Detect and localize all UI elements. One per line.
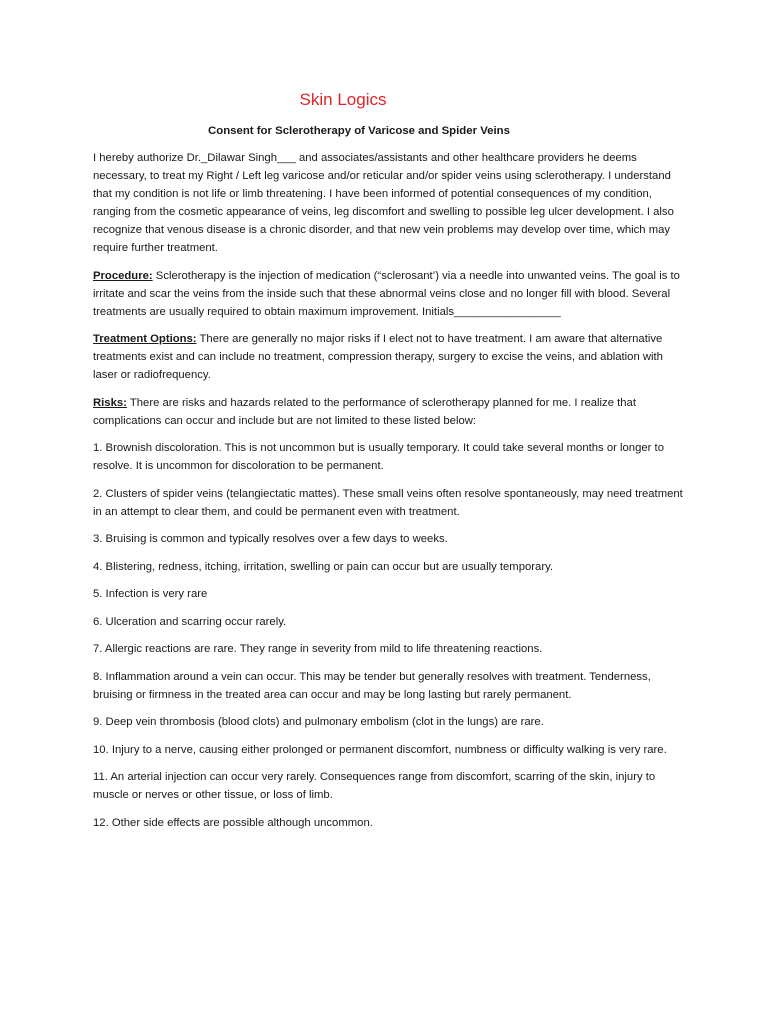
procedure-label: Procedure: [93, 269, 153, 282]
risk-item: 7. Allergic reactions are rare. They range in severity from mild to life threatening reactions. [93, 643, 543, 655]
risk-item: 4. Blistering, redness, itching, irritation, swelling or pain can occur but are usually temporary. [93, 560, 554, 573]
procedure-paragraph [93, 267, 688, 321]
risk-item: 3. Bruising is common and typically resolves over a few days to weeks. [93, 533, 448, 545]
risk-item: 11. An arterial injection can occur very rarely. Consequences range from discomfort, scarring of the skin, injury to muscle or nerves or other tissue, or loss of limb. [93, 771, 656, 801]
risk-item: 8. Inflammation around a vein can occur. This may be tender but generally resolves with treatment. Tenderness, bruising or firmness in the treated area can occur and may be long lasting but rarely permanent. [93, 670, 651, 701]
intro-paragraph: I hereby authorize Dr._Dilawar Singh___ and associates/assistants and other healthcare providers he deems necessary, to treat my Right / Left leg varicose and/or reticular and/or spider veins using sclerotherapy. I understand that my condition is not life or limb threatening. I have been informed of potential consequences of my condition, ranging from the cosmetic appearance of veins, leg discomfort and swelling to possible leg ulcer development. I also recognize that venous disease is a chronic disorder, and that new vein problems may develop over time, which may require further treatment. [93, 152, 674, 254]
risks-label: Risks: [93, 396, 127, 409]
risk-item: 5. Infection is very rare [93, 588, 208, 600]
procedure-text: Sclerotherapy is the injection of medication (“sclerosant’) via a needle into unwanted veins. The goal is to irritate and scar the veins from the inside such that these abnormal veins close and no longer fill with blood. Several treatments are usually required to obtain maximum improvement. Initials_________________ [93, 269, 680, 318]
risk-item: 2. Clusters of spider veins (telangiectatic mattes). These small veins often resolve spontaneously, may need treatment in an attempt to clear them, and could be permanent even with treatment. [93, 487, 683, 518]
document-body [93, 149, 688, 841]
treatment-options-text: There are generally no major risks if I elect not to have treatment. I am aware that alternative treatments exist and can include no treatment, compression therapy, surgery to excise the veins, and ablation with laser or radiofrequency. [93, 333, 663, 381]
risk-item: 6. Ulceration and scarring occur rarely. [93, 615, 287, 628]
risk-item: 9. Deep vein thrombosis (blood clots) and pulmonary embolism (clot in the lungs) are rare. [93, 716, 544, 728]
brand-title: Skin Logics [299, 90, 387, 109]
risk-item: 10. Injury to a nerve, causing either prolonged or permanent discomfort, numbness or difficulty walking is very rare. [93, 743, 667, 756]
risks-paragraph [93, 394, 688, 430]
risk-item: 1. Brownish discoloration. This is not uncommon but is usually temporary. It could take several months or longer to resolve. It is uncommon for discoloration to be permanent. [93, 442, 664, 472]
treatment-options-paragraph [93, 330, 688, 384]
risks-text: There are risks and hazards related to the performance of sclerotherapy planned for me. I realize that complications can occur and include but are not limited to these listed below: [93, 396, 636, 427]
consent-heading: Consent for Sclerotherapy of Varicose and Spider Veins [208, 125, 510, 137]
treatment-options-label: Treatment Options: [93, 333, 197, 345]
risk-item: 12. Other side effects are possible although uncommon. [93, 816, 373, 829]
